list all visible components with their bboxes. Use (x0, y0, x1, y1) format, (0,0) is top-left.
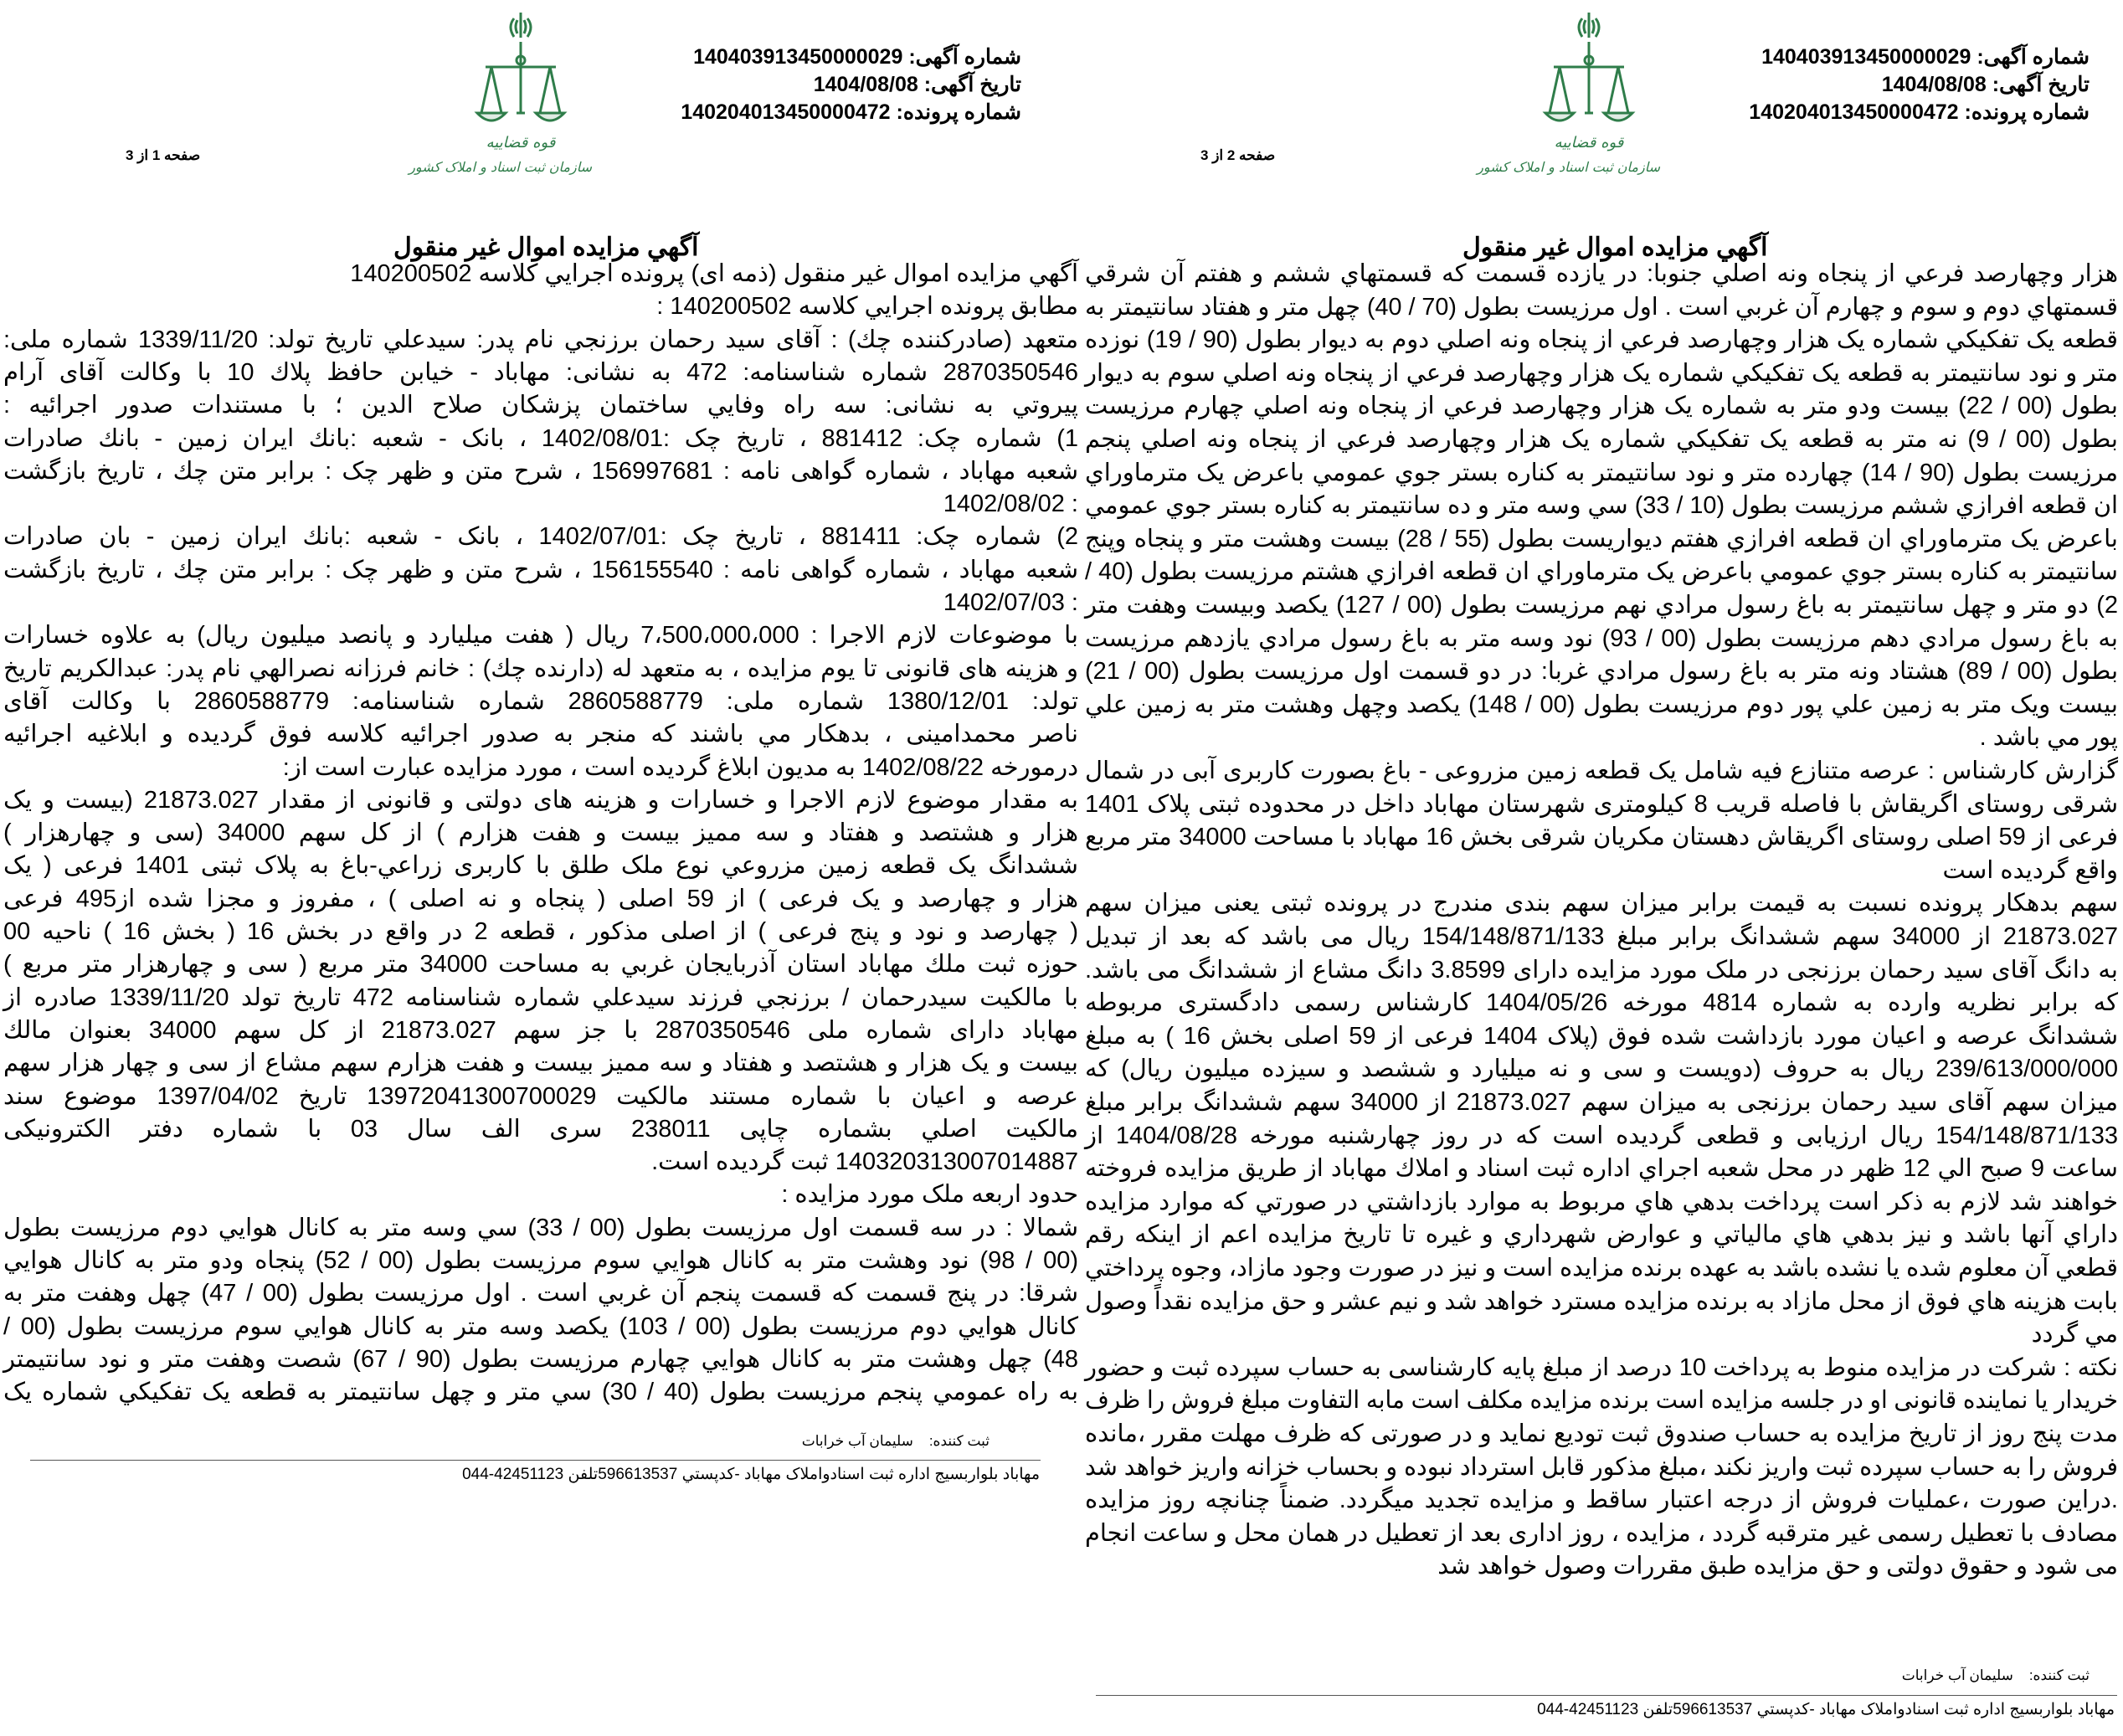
text-line: سانتيمتر به كناره بستر جوي عمومي باعرض يک مترماوراي ان قطعه افرازي هشتم مرزيست بطول (40 / (1085, 558, 2118, 586)
text-line: پيروتي به نشانی: سه راه وفايي ساختمان پزشكان صلاح الدين ؛ با مستندات صدور اجرائيه : (3, 392, 1078, 419)
text-line: هزار و هشتصد و هفتاد و سه مميز بيست و هفت هزارم ) از كل سهم 34000 (سی و چهارهزار ) (3, 819, 1078, 847)
text-line: شعبه مهاباد ، شماره گواهی نامه : 156997681 ، شرح متن و ظهر چک : برابر متن چك ، تاريخ بازگشت (3, 457, 1079, 485)
text-line: هزار وچهارصد فرعي از پنجاه ونه اصلي جنوبا: در يازده قسمت كه قسمتهاي ششم و هفتم آن شرقي (1085, 260, 2118, 287)
case-number: 140204013450000472 (1749, 100, 1959, 124)
page-title: آگهي مزايده اموال غير منقول (393, 234, 699, 261)
text-line: ان قطعه افرازي ششم مرزيست بطول (10 / 33) سي وسه متر و ده سانتيمتر به كناره بستر جوي عمومي (1085, 492, 2118, 520)
notice-date-row (1749, 71, 2090, 99)
text-line: مالكيت اصلي بشماره چاپی 238011 سری الف سال 03 با شماره دفتر الكترونيكی (3, 1115, 1078, 1143)
text-line: 2870350546 شماره شناسنامه: 472 به نشانی: مهاباد - خيابن حافظ پلاك 10 با وكالت آقای آرام (3, 358, 1078, 386)
text-line: تولد: 1380/12/01 شماره ملی: 2860588779 شماره شناسنامه: 2860588779 با وكالت آقای (3, 687, 1079, 715)
text-line: .دراین صورت ،عملیات فروش از درجه اعتبار ساقط و مزایده تجدید میگردد. ضمناً چنانچه روز مزایده (1085, 1487, 2118, 1514)
text-line: مي گردد (2031, 1321, 2118, 1348)
notice-header (1749, 44, 2090, 126)
text-line: شمالا : در سه قسمت اول مرزيست بطول (00 / 33) سي وسه متر به كانال هوايي دوم مرزيست بطول (3, 1214, 1079, 1241)
text-line: قطعي آن معلوم شده يا نشده باشد به عهده برنده مزايده است و نيز در صورت وجود مازاد، وجوه پرداختي (1084, 1255, 2118, 1281)
text-line: ششدانگ عرصه و اعیان مورد بازداشت شده فوق (پلاک 1404 فرعی از 59 اصلی بخش 16 ) به مبلغ (1085, 1022, 2118, 1050)
text-line: بابت هزينه هاي فوق از محل مازاد به برنده مزايده مسترد خواهد شد و نيم عشر و حق مزايده نقداً وصول (1085, 1287, 2118, 1315)
text-line: مطابق پرونده اجرايي كلاسه 140200502 : (656, 293, 1078, 321)
text-line: نکته : شرکت در مزایده منوط به پرداخت 10 درصد از مبلغ پایه کارشناسی به حساب سپرده ثبت و حضور (1085, 1353, 2118, 1381)
text-line: شعبه مهاباد ، شماره گواهی نامه : 156155540 ، شرح متن و ظهر چک : برابر متن چك ، تاريخ بازگشت (3, 556, 1079, 583)
registrar (802, 1433, 990, 1450)
text-line: گزارش کارشناس : عرصه متنازع فيه شامل یک قطعه زمین مزروعی - باغ بصورت کاربری آبی در شمال (1085, 758, 2118, 784)
text-line: : 1402/08/02 (943, 490, 1078, 518)
text-line: واقع گردیده است (1942, 856, 2118, 884)
text-line: خریدار یا نماینده قانونی او در جلسه مزایده است برنده مزایده مکلف است مابه التفاوت مبلغ فروش را ظرف (1085, 1387, 2118, 1415)
notice-number-label: شماره آگهی: (908, 45, 1021, 69)
text-line: آگهي مزايده اموال غير منقول (ذمه ای) پرونده اجرايي كلاسه 140200502 (350, 260, 1078, 287)
text-line: ناصر محمدامینی ، بدهکار مي باشند كه منجر به صدور اجرائيه كلاسه فوق گرديده و ابلاغيه اجرائيه (3, 721, 1078, 748)
text-line: به دانگ آقای سید رحمان برزنجی در ملک مورد مزایده دارای 3.8599 دانگ مشاع از ششدانگ می باشد. (1085, 956, 2118, 984)
logo-text-judiciary: قوه قضاییه (486, 134, 556, 152)
page-title: آگهي مزايده اموال غير منقول (1462, 234, 1768, 261)
text-line: شرقی روستای اگریقاش با فاصله قریب 8 کیلومتری شهرستان مهاباد داخل در محدوده ثبتی پلاک 1401 (1085, 790, 2118, 818)
page-2 (1082, 0, 2123, 1736)
scales-of-justice-icon (1539, 8, 1639, 134)
case-number: 140204013450000472 (681, 100, 891, 124)
notice-header (681, 44, 1021, 126)
registrar-name: سليمان آب خرابات (1901, 1667, 2013, 1683)
text-line: 2) دو متر و چهل سانتيمتر به باغ رسول مرادي نهم مرزيست بطول (00 / 127) يكصد وبيست وهفت متر (1085, 592, 2119, 619)
text-line: بيست و يک هزار و هشتصد و هفتاد و سه مميز بيست و هفت هزارم سهم مشاع از سی و چهار هزار سهم (3, 1050, 1078, 1077)
text-line: به مقدار موضوع لازم الاجرا و خسارات و هزينه های دولتی و قانونی از مقدار 21873.027 (بيست و يک (3, 786, 1078, 814)
text-line: 21873.027 از 34000 سهم ششدانگ برابر مبلغ 154/148/871/133 ریال می باشد که بعد از تبدیل (1085, 923, 2118, 950)
case-number-label: شماره پرونده: (1964, 100, 2090, 124)
text-line: عرصه و اعيان با شماره مستند مالكيت 13972041300700029 تاريخ 1397/04/02 موضوع سند (3, 1082, 1078, 1110)
page-number: صفحه 1 از 3 (126, 147, 201, 163)
registrar-label: ثبت كننده: (928, 1433, 990, 1449)
text-line: بيست ويک متر به زمين علي پور دوم مرزيست بطول (00 / 148) يكصد وچهل وهشت متر به زمين علي (1085, 691, 2119, 718)
registrar-name: سليمان آب خرابات (801, 1433, 913, 1449)
text-line: باعرض يک مترماوراي ان قطعه افرازي هفتم ديواريست بطول (55 / 28) بيست وهشت متر و پنجاه وپنج (1085, 525, 2118, 552)
text-line: و هزينه های قانونی تا يوم مزايده ، به متعهد له (دارنده چك) : خانم فرزانه نصرالهي نام پدر: عبدالكريم تاريخ (3, 655, 1078, 682)
logo-text-registration-org: سازمان ثبت اسناد و املاک کشور (1477, 159, 1660, 175)
text-line: سهم بدهکار پرونده نسبت به قیمت برابر میزان سهم بندی مندرج در پرونده ثبتی یعنی میزان سهم (1085, 890, 2118, 917)
text-line: داراي آنها باشد و نيز بدهي هاي مالياتي و عوارض شهرداري و غيره تا تاريخ مزايده اعم از اينكه رقم (1085, 1221, 2118, 1249)
notice-number-label: شماره آگهی: (1976, 45, 2090, 69)
text-line: 48) چهل وهشت متر به كانال هوايي چهارم مرزيست بطول (90 / 67) شصت وهفت متر و نود سانتيمتر (3, 1345, 1079, 1373)
text-line: حدود اربعه ملک مورد مزايده : (781, 1181, 1078, 1209)
text-line: فروش را به حساب سپرده ثبت واریز نکند ،مبلغ مذکور قابل استرداد نبوده و بحساب خزانه واریز خواهد شد (1085, 1453, 2118, 1481)
notice-number: 140403913450000029 (1761, 45, 1971, 69)
notice-date: 1404/08/08 (1881, 73, 1987, 96)
logo-text-registration-org: سازمان ثبت اسناد و املاک کشور (409, 159, 592, 175)
text-line: بطول (00 / 89) هشتاد ونه متر به باغ رسول مرادي غربا: در دو قسمت اول مرزيست بطول (00 / 21) (1085, 658, 2119, 686)
text-line: شرقا: در پنج قسمت كه قسمت پنجم آن غربي است . اول مرزيست بطول (00 / 47) چهل وهفت متر به (3, 1280, 1078, 1307)
text-line: متعهد (صادركننده چك) : آقای سيد رحمان برزنجي نام پدر: سيدعلي تاريخ تولد: 1339/11/20 شماره ملی: (3, 326, 1078, 353)
text-line: ششدانگ يک قطعه زمين مزروعي نوع ملک طلق با کاربری زراعي-باغ به پلاک ثبتی 1401 فرعی ( يک (3, 852, 1078, 880)
text-line: می شود و حقوق دولتی و حق مزایده طبق مقررات وصول خواهد شد (1437, 1553, 2118, 1580)
text-line: 140320313007014887 ثبت گرديده است. (651, 1148, 1078, 1176)
case-number-label: شماره پرونده: (896, 100, 1021, 124)
notice-number-row (681, 44, 1021, 71)
registrar (1902, 1667, 2090, 1684)
case-number-row (681, 99, 1021, 126)
text-line: خواهند شد لازم به ذكر است پرداخت بدهي هاي مربوط به موارد بازداشتي در صورتي كه موارد مزايده (1085, 1188, 2118, 1215)
judiciary-logo (1477, 8, 1660, 193)
text-line: 239/613/000/000 ریال به حروف (دویست و سی و نه میلیارد و ششصد و سیزده میلیون ریال) که (1085, 1055, 2118, 1083)
text-line: با مالكيت سيدرحمان / برزنجي فرزند سيدعلي شماره شناسنامه 472 تاريخ تولد 1339/11/20 صادره از (3, 984, 1078, 1011)
registrar-label: ثبت كننده: (2028, 1667, 2090, 1683)
logo-text-judiciary: قوه قضاییه (1554, 134, 1624, 152)
text-line: قطعه يک تفکيکي شماره يک هزار وچهارصد فرعي از پنجاه ونه اصلي دوم به ديوار بطول (90 / 19) نوزده (1085, 326, 2118, 354)
judiciary-logo (409, 8, 592, 193)
footer-divider (1096, 1695, 2117, 1696)
text-line: مرزيست بطول (90 / 14) چهارده متر و نود سانتيمتر به كناره بستر جوي عمومي باعرض يک مترماوراي (1085, 459, 2118, 486)
notice-number: 140403913450000029 (693, 45, 903, 69)
text-line: درمورخه 1402/08/22 به مديون ابلاغ گرديده است ، مورد مزايده عبارت است از: (282, 753, 1078, 781)
notice-number-row (1749, 44, 2090, 71)
text-line: مصادف با تعطیل رسمی غیر مترقبه گردد ، مزایده ، روز اداری بعد از تعطیل در همان محل و ساعت انجام (1085, 1519, 2118, 1547)
text-line: 1) شماره چک: 881412 ، تاريخ چک :1402/08/01 ، بانک - شعبه :بانك ايران زمين - بانك صادرات (3, 424, 1078, 452)
footer-divider (30, 1460, 1041, 1461)
notice-date-label: تاریخ آگهی: (1992, 73, 2090, 96)
text-line: به راه عمومي پنجم مرزيست بطول (40 / 30) سي متر و چهل سانتيمتر به قطعه يک تفكيكي شماره يک (3, 1379, 1079, 1406)
text-line: هزار و چهارصد و يک فرعی ) از 59 اصلی ( پنجاه و نه اصلی ) ، مفروز و مجزا شده از495 فرعی (3, 885, 1078, 912)
text-line: ( چهارصد و نود و پنج فرعی ) از اصلی مذکور ، قطعه 2 در واقع در بخش 16 ( بخش 16 ) ناحيه 00 (3, 918, 1079, 945)
office-address: مهاباد بلواربسيج اداره ثبت اسنادواملاک مهاباد -كدپستي 596613537تلفن 42451123-044 (1537, 1701, 2115, 1718)
case-number-row (1749, 99, 2090, 126)
scales-of-justice-icon (470, 8, 571, 134)
text-line: که برابر نظریه وارده به شماره 4814 مورخه 1404/05/26 کارشناس رسمی دادگستری مربوطه (1085, 989, 2118, 1017)
notice-date-row (681, 71, 1021, 99)
text-line: 2) شماره چک: 881411 ، تاريخ چک :1402/07/01 ، بانک - شعبه :بانك ايران زمين - بان صادرات (3, 523, 1078, 551)
office-address: مهاباد بلواربسيج اداره ثبت اسنادواملاک مهاباد -كدپستي 596613537تلفن 42451123-044 (462, 1466, 1040, 1483)
text-line: به باغ رسول مرادي دهم مرزيست بطول (00 / 93) نود وسه متر به باغ رسول مرادي يازدهم مرزيست (1085, 624, 2119, 652)
notice-date-label: تاریخ آگهی: (923, 73, 1021, 96)
text-line: قسمتهاي دوم و سوم و چهارم آن غربي است . اول مرزيست بطول (70 / 40) چهل متر و هفتاد سانتيمتر به (1085, 293, 2119, 321)
text-line: 154/148/871/133 ریال ارزیابی و قطعی گردیده است که در روز چهارشنبه مورخه 1404/08/28 از (1085, 1122, 2118, 1149)
text-line: فرعی از 59 اصلی روستای اگریقاش دهستان مکریان شرقی بخش 16 مهاباد با مساحت 34000 متر مربع (1085, 824, 2118, 851)
text-line: مدت پنج روز از تاریخ مزایده به حساب صندوق ثبت تودیع نماید و در صورتی که ظرف مهلت مقرر ،مانده (1085, 1420, 2118, 1447)
text-line: متر و نود سانتيمتر به قطعه يک تفکيکي شماره يک هزار وچهارصد فرعي از پنجاه ونه اصلي سوم به ديوار (1085, 359, 2118, 387)
text-line: : 1402/07/03 (943, 589, 1078, 616)
notice-date: 1404/08/08 (813, 73, 918, 96)
text-line: (00 / 98) نود وهشت متر به كانال هوايي سوم مرزيست بطول (00 / 52) پنجاه ودو متر به كانال هوايي (3, 1247, 1078, 1274)
text-line: پور مي باشد . (1979, 724, 2118, 752)
text-line: بطول (00 / 22) بيست ودو متر به شماره يک هزار وچهارصد فرعي از پنجاه ونه اصلي چهارم مرزيست (1085, 393, 2118, 420)
text-line: میزان سهم آقای سید رحمان برزنجی به میزان سهم 21873.027 از 34000 سهم ششدانگ برابر مبلغ (1085, 1089, 2118, 1116)
text-line: حوزه ثبت ملك مهاباد استان آذربايجان غربي به مساحت 34000 متر مربع ( سی و چهارهزار متر مربع ) (3, 951, 1078, 978)
text-line: ساعت 9 صبح الي 12 ظهر در محل شعبه اجراي اداره ثبت اسناد و املاك مهاباد از طريق مزايده فروخته (1085, 1155, 2118, 1183)
text-line: مهاباد دارای شماره ملی 2870350546 با جز سهم 21873.027 از كل سهم 34000 بعنوان مالك (3, 1016, 1078, 1044)
text-line: بطول (00 / 9) نه متر به قطعه يک تفکيکي شماره يک هزار وچهارصد فرعي از پنجاه ونه اصلي پنجم (1085, 426, 2118, 453)
page-number: صفحه 2 از 3 (1200, 147, 1276, 163)
text-line: با موضوعات لازم الاجرا : 7،500،000،000 ريال ( هفت ميليارد و پانصد ميليون ريال) به علاوه خسارات (3, 622, 1078, 650)
text-line: كانال هوايي دوم مرزيست بطول (00 / 103) يكصد وسه متر به كانال هوايي سوم مرزيست بطول (00 / (3, 1312, 1078, 1340)
